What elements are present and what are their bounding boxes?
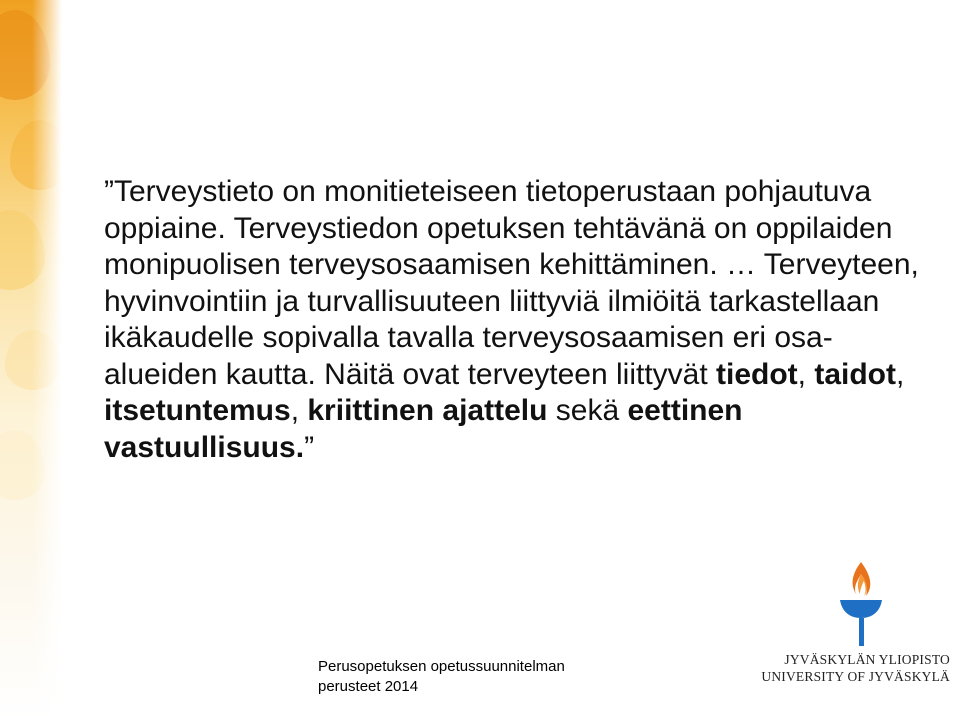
bold-term-tiedot: tiedot	[716, 357, 798, 391]
logo-line-fi: JYVÄSKYLÄN YLIOPISTO	[784, 652, 950, 667]
separator: ,	[290, 394, 308, 427]
quote-segment: Terveystieto on monitieteiseen tietoperustaan pohjautuva oppiaine. Terveystiedon opetuksen tehtävänä on oppilaiden monipuolisen terveysosaamisen kehittäminen. … Terveyteen, hyvinvointiin ja turvallisuuteen liittyviä ilmiöitä tarkastellaan ikäkaudelle sopivalla tavalla terveysosaamisen eri osa-alueiden kautta. Näitä ovat terveyteen liittyvät	[104, 175, 919, 391]
footer-line-1: Perusopetuksen opetussuunnitelman	[318, 658, 565, 675]
separator: ,	[797, 357, 815, 391]
bold-term-kriittinen-ajattelu: kriittinen ajattelu	[307, 394, 548, 427]
logo-line-en: UNIVERSITY OF JYVÄSKYLÄ	[761, 669, 950, 684]
decorative-leaf-strip	[0, 0, 62, 720]
bold-term-itsetuntemus: itsetuntemus	[104, 394, 291, 427]
footer-source	[318, 657, 608, 697]
open-quote: ”	[104, 175, 114, 208]
university-logo-text	[761, 651, 950, 685]
bold-term-eettinen-vastuullisuus: eettinen vastuullisuus.	[104, 394, 743, 464]
university-torch-logo-icon	[836, 560, 886, 648]
separator: ,	[896, 357, 905, 391]
close-quote: ”	[304, 430, 315, 464]
bold-term-taidot: taidot	[814, 357, 896, 391]
footer-line-2: perusteet 2014	[318, 678, 419, 695]
separator: sekä	[547, 394, 628, 427]
quote-text	[104, 174, 924, 466]
